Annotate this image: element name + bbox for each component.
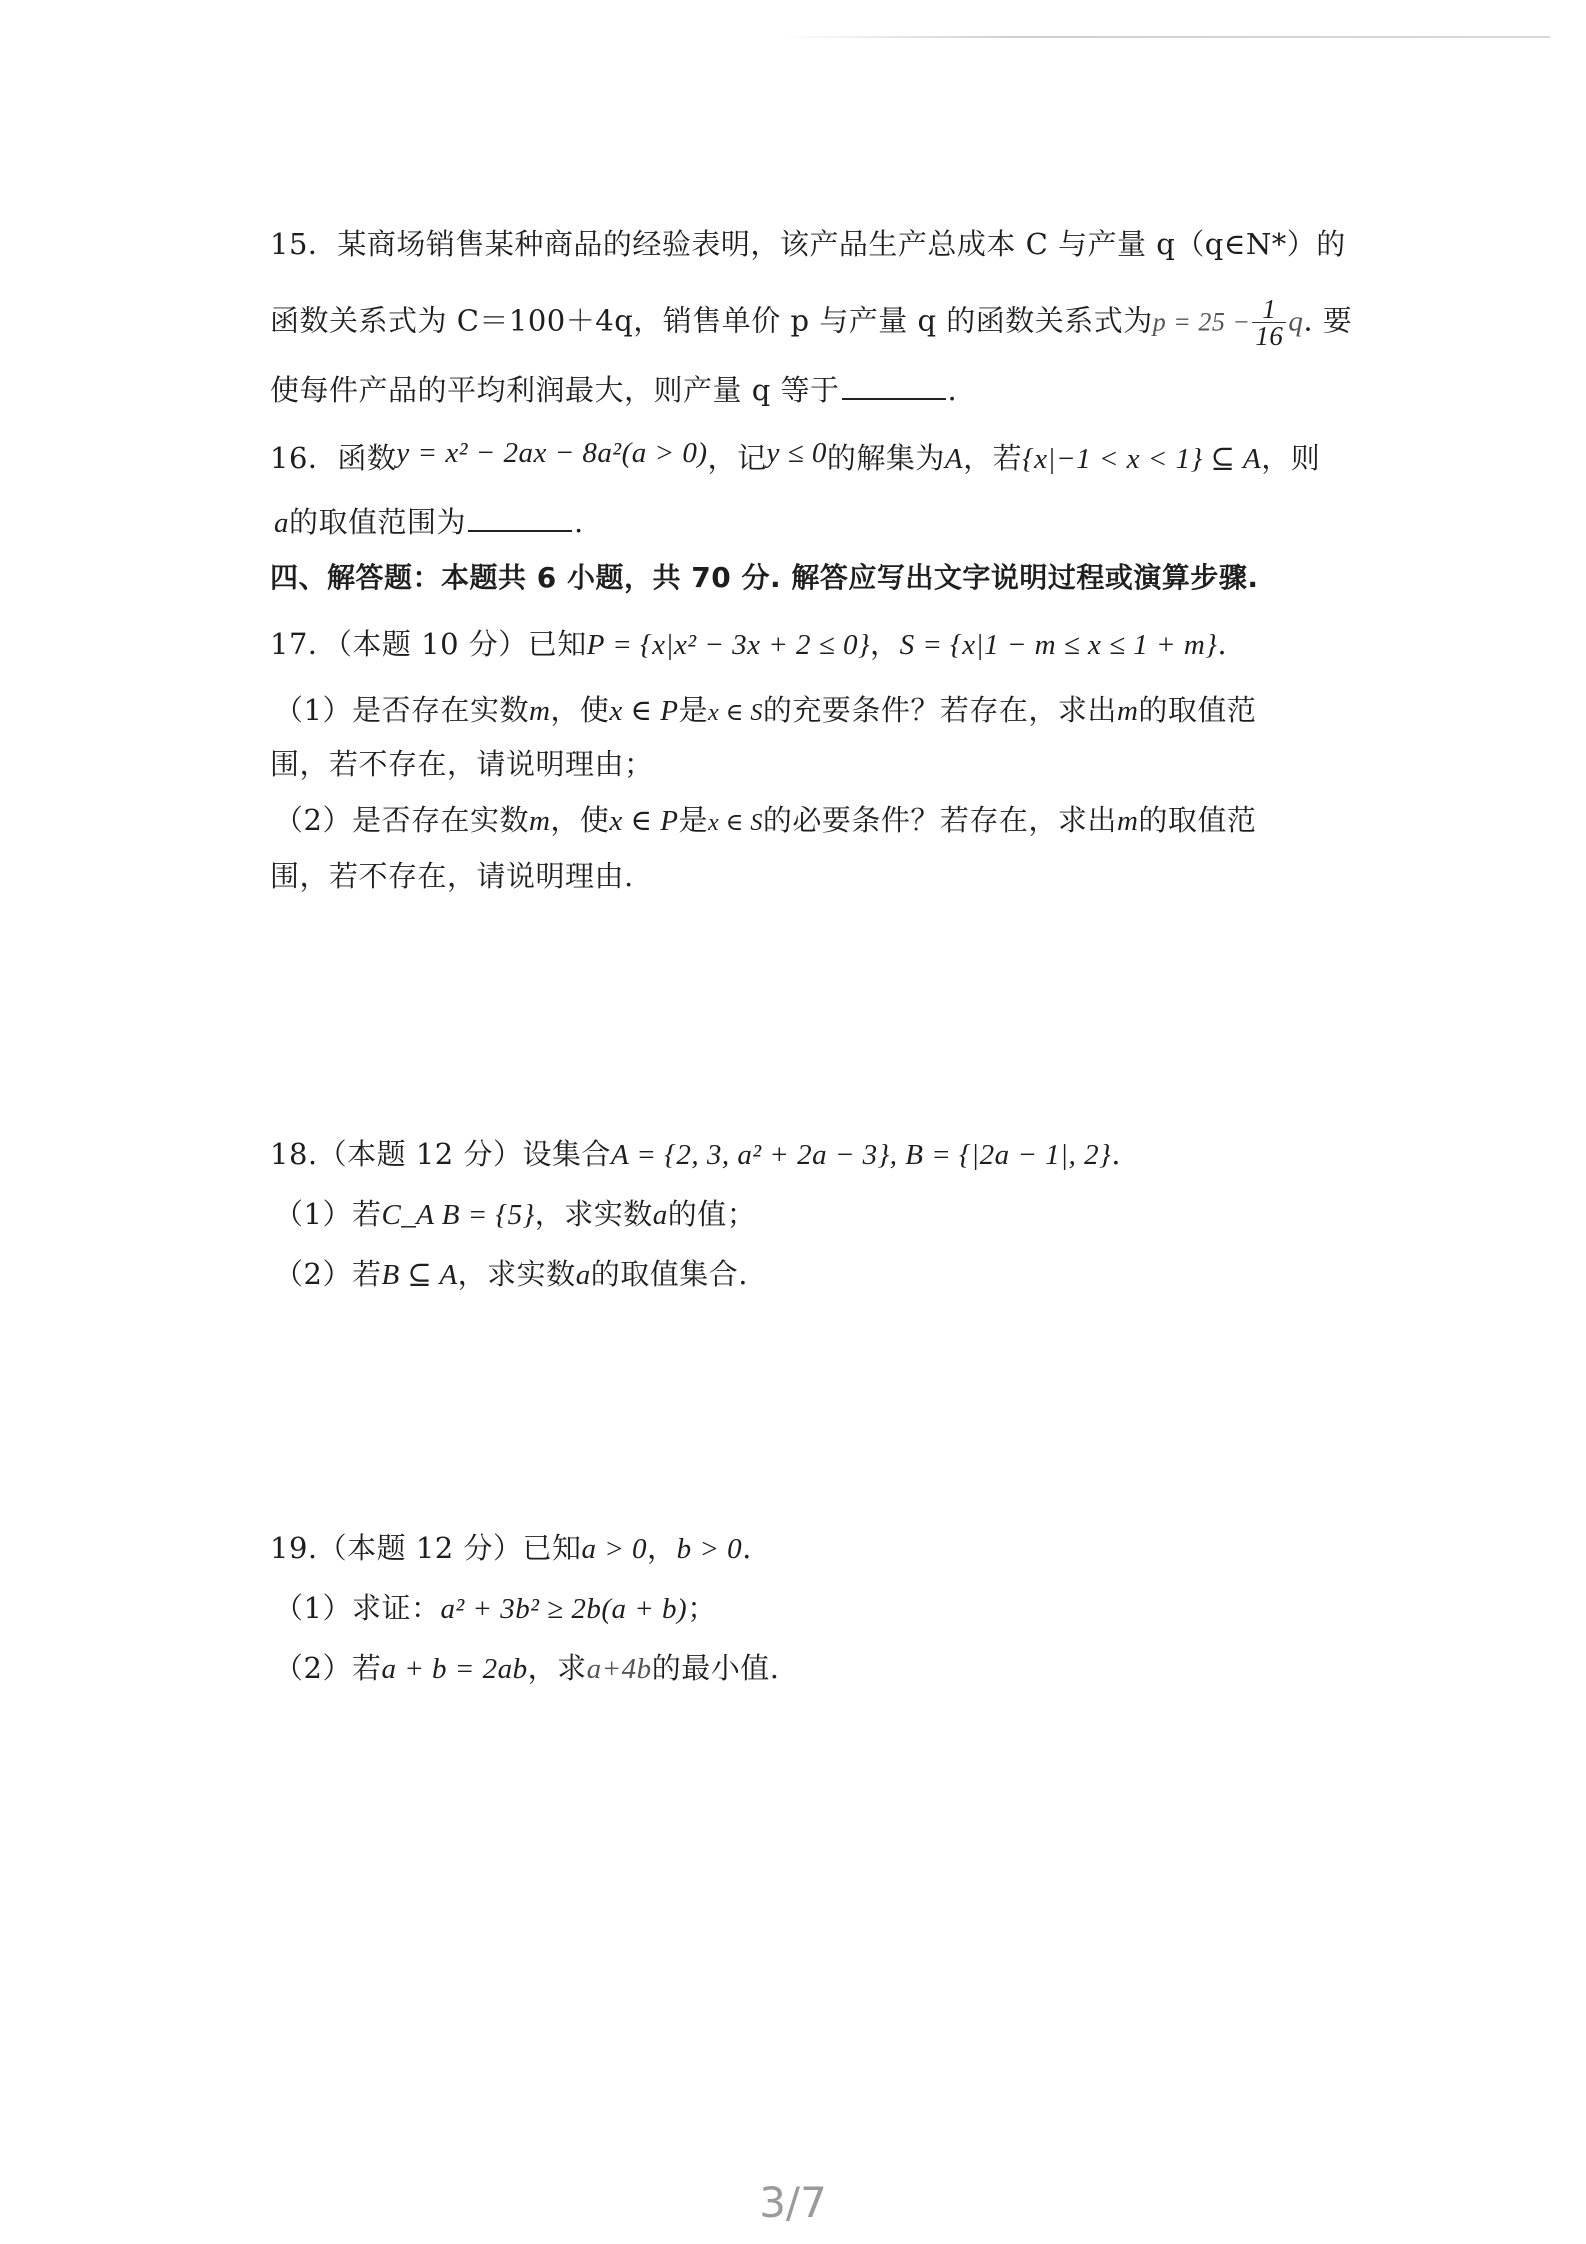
q19-end: .	[742, 1531, 752, 1565]
q19-line-1	[270, 1530, 752, 1567]
q18-p2-subset-formula: B ⊆ A	[381, 1259, 458, 1291]
q17-part-2-line-2	[270, 858, 634, 894]
q18-p1-text-a: （1）若	[274, 1197, 382, 1231]
q17-part-1-line-1	[274, 692, 1256, 731]
q16-text-c: 的解集为	[826, 441, 945, 475]
q17-p2-text-c: 是	[678, 803, 708, 837]
q19-p1-end: ；	[687, 1591, 717, 1625]
q16-var-a: a	[274, 507, 289, 539]
q15-text-2-tail: . 要	[1303, 303, 1353, 338]
q16-answer-blank[interactable]	[468, 508, 572, 532]
q17-set-p: P = {x|x² − 3x + 2 ≤ 0}	[586, 629, 871, 661]
q15-frac-denominator: 16	[1255, 321, 1284, 351]
q16-function-formula: y = x² − 2ax − 8a²(a > 0)	[396, 437, 708, 469]
q17-part-1-line-2	[270, 746, 654, 782]
q18-end: .	[1111, 1137, 1121, 1171]
q17-p2-text-e: 的取值范	[1138, 803, 1257, 837]
q17-set-s: S = {x|1 − m ≤ x ≤ 1 + m}	[899, 629, 1218, 661]
q17-p1-var-m: m	[528, 695, 551, 727]
q18-head: 18.（本题 12 分）设集合	[270, 1137, 611, 1171]
q17-p2-text-b: ，使	[550, 803, 610, 837]
q18-part-2	[274, 1256, 748, 1293]
q19-p1-text-a: （1）求证：	[274, 1591, 441, 1625]
q17-p1-text-a: （1）是否存在实数	[274, 693, 529, 727]
q15-line-3	[270, 372, 957, 408]
q19-p2-condition: a + b = 2ab	[381, 1653, 528, 1685]
q17-part-2-line-1	[274, 802, 1256, 841]
q19-comma: ，	[647, 1531, 677, 1565]
q15-answer-blank[interactable]	[842, 376, 946, 400]
q16-text-a: 16．函数	[270, 441, 397, 475]
q17-p1-x-in-s: x ∈ S	[708, 700, 763, 726]
q17-p2-x-in-s: x ∈ S	[708, 810, 763, 836]
q19-p2-text-c: 的最小值.	[651, 1651, 780, 1685]
q18-p2-text-a: （2）若	[274, 1257, 382, 1291]
q19-p2-target-expression: a+4b	[586, 1653, 652, 1685]
q18-p1-text-c: 的值；	[667, 1197, 757, 1231]
q18-line-1	[270, 1136, 1121, 1173]
q17-p2-text-line2: 围，若不存在，请说明理由.	[270, 859, 634, 893]
q18-p1-var-a: a	[652, 1199, 668, 1231]
q19-part-2	[274, 1650, 779, 1687]
q17-comma: ，	[870, 627, 900, 661]
q17-p2-text-d: 的必要条件？若存在，求出	[762, 803, 1117, 837]
q17-p1-x-in-p: x ∈ P	[609, 695, 679, 727]
q16-text-d: ，若	[963, 441, 1023, 475]
q15-price-formula: p = 25 −	[1152, 307, 1251, 337]
q19-cond-b: b > 0	[676, 1533, 743, 1565]
q16-text-2-tail: .	[574, 505, 584, 539]
q19-p2-text-b: ，求	[527, 1651, 587, 1685]
q15-fraction	[1252, 296, 1286, 349]
q17-head: 17．（本题 10 分）已知	[270, 627, 587, 661]
q18-p2-text-b: ，求实数	[457, 1257, 576, 1291]
q16-text-2: 的取值范围为	[289, 505, 467, 539]
q18-part-1	[274, 1196, 756, 1233]
q19-head: 19.（本题 12 分）已知	[270, 1531, 582, 1565]
q18-sets-formula: A = {2, 3, a² + 2a − 3}, B = {|2a − 1|, 2}	[610, 1139, 1112, 1171]
q17-p2-x-in-p: x ∈ P	[609, 805, 679, 837]
q15-text-2: 函数关系式为 C＝100＋4q，销售单价 p 与产量 q 的函数关系式为	[270, 303, 1153, 338]
q15-line-1	[270, 226, 1346, 262]
q15-frac-variable: q	[1288, 305, 1304, 338]
q16-set-a: A	[944, 443, 964, 475]
q17-p1-text-line2: 围，若不存在，请说明理由；	[270, 747, 654, 781]
q17-end: .	[1217, 627, 1228, 661]
q16-inequality: y ≤ 0	[766, 437, 827, 469]
q17-p2-var-m: m	[528, 805, 551, 837]
q17-p2-text-a: （2）是否存在实数	[274, 803, 529, 837]
q19-part-1	[274, 1590, 717, 1627]
q15-text-1: 15．某商场销售某种商品的经验表明，该产品生产总成本 C 与产量 q（q∈N*）的	[270, 227, 1346, 261]
q16-text-e: ，则	[1261, 441, 1321, 475]
q18-p2-text-c: 的取值集合.	[590, 1257, 748, 1291]
q18-p1-complement-formula: C_A B = {5}	[381, 1199, 535, 1231]
q19-p1-inequality: a² + 3b² ≥ 2b(a + b)	[440, 1593, 688, 1625]
q15-line-2	[270, 296, 1352, 349]
q17-line-1	[270, 626, 1227, 663]
q19-cond-a: a > 0	[581, 1533, 648, 1565]
q17-p1-text-e: 的取值范	[1138, 693, 1257, 727]
q17-p1-text-c: 是	[678, 693, 708, 727]
q16-line-2	[274, 504, 584, 541]
q16-subset-formula: {x|−1 < x < 1} ⊆ A	[1022, 443, 1262, 475]
q16-line-1	[270, 437, 1321, 477]
q15-frac-numerator: 1	[1252, 296, 1286, 323]
q16-text-b: ，记	[707, 441, 767, 475]
q18-p1-text-b: ，求实数	[534, 1197, 653, 1231]
q15-text-3-tail: .	[947, 373, 958, 407]
section-4-heading-text: 四、解答题：本题共 6 小题，共 70 分. 解答应写出文字说明过程或演算步骤.	[270, 561, 1259, 594]
top-divider	[780, 36, 1550, 38]
q17-p2-var-m2: m	[1116, 805, 1139, 837]
q17-p1-text-b: ，使	[550, 693, 610, 727]
q15-text-3: 使每件产品的平均利润最大，则产量 q 等于	[270, 373, 840, 407]
q19-p2-text-a: （2）若	[274, 1651, 382, 1685]
page-number: 3/7	[759, 2178, 827, 2227]
q17-p1-text-d: 的充要条件？若存在，求出	[762, 693, 1117, 727]
section-4-heading	[270, 560, 1258, 596]
q18-p2-var-a: a	[575, 1259, 591, 1291]
q17-p1-var-m2: m	[1116, 695, 1139, 727]
